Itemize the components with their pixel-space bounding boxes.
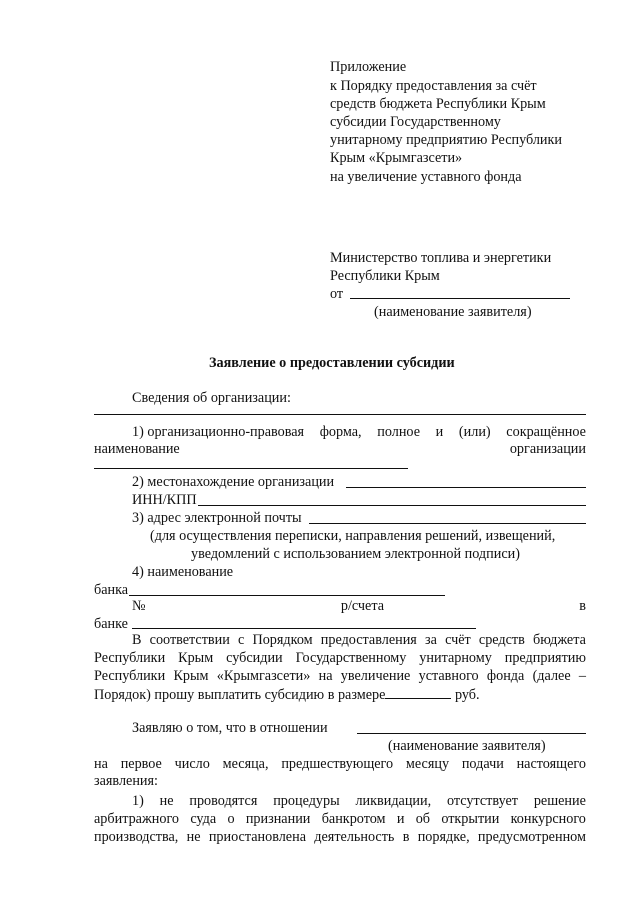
org-info-label: Сведения об организации: (132, 390, 291, 406)
bank2-field[interactable] (132, 628, 476, 629)
subsidy-amount-field[interactable] (385, 686, 451, 699)
bank2-label: банке (94, 616, 128, 632)
addressee-line: Министерство топлива и энергетики (330, 250, 552, 266)
location-field[interactable] (346, 487, 586, 488)
email-field[interactable] (309, 523, 586, 524)
appendix-line: на увеличение уставного фонда (330, 169, 522, 185)
addressee-line: Республики Крым (330, 268, 440, 284)
declaration-item: 1) не проводятся процедуры ликвидации, отсутствует решение (132, 793, 586, 809)
appendix-line: субсидии Государственному (330, 114, 501, 130)
declaration-line: на первое число месяца, предшествующего месяцу подачи настоящего (94, 756, 586, 772)
request-line: Республики Крым субсидии Государственному унитарному предприятию (94, 650, 586, 666)
appendix-line: Крым «Крымгазсети» (330, 150, 463, 166)
request-line: Республики Крым «Крымгазсети» на увеличение уставного фонда (далее – (94, 668, 586, 684)
from-label: от (330, 286, 344, 302)
org-info-field[interactable] (94, 414, 586, 415)
appendix-line: унитарному предприятию Республики (330, 132, 563, 148)
declaration-line: заявления: (94, 773, 158, 789)
declaration-item: производства, не приостановлена деятельность в порядке, предусмотренном (94, 829, 586, 845)
email-hint: (для осуществления переписки, направления решений, извещений, (150, 528, 556, 544)
account-row: № р/счета в (132, 598, 586, 614)
declaration-hint: (наименование заявителя) (388, 738, 546, 754)
declaration-intro: Заявляю о том, что в отношении (132, 720, 328, 736)
request-line: В соответствии с Порядком предоставления за счёт средств бюджета (132, 632, 586, 648)
declaration-applicant-field[interactable] (357, 733, 586, 734)
document-title: Заявление о предоставлении субсидии (209, 355, 455, 371)
email-hint: уведомлений с использованием электронной подписи) (191, 546, 520, 562)
field-3-label: 3) адрес электронной почты (132, 510, 302, 526)
field-4-label: 4) наименование (132, 564, 234, 580)
org-name-field[interactable] (94, 468, 408, 469)
field-1-line2: наименование организации (94, 441, 586, 457)
bank-label: банка (94, 582, 129, 598)
inn-field[interactable] (198, 505, 586, 506)
from-hint: (наименование заявителя) (374, 304, 532, 320)
applicant-name-field[interactable] (350, 298, 570, 299)
bank-name-field[interactable] (129, 595, 445, 596)
field-2-label: 2) местонахождение организации (132, 474, 335, 490)
appendix-line: Приложение (330, 59, 407, 75)
field-1-line1: 1) организационно-правовая форма, полное и (или) сокращённое (132, 424, 586, 440)
appendix-line: средств бюджета Республики Крым (330, 96, 546, 112)
appendix-line: к Порядку предоставления за счёт (330, 78, 537, 94)
request-last-line: Порядок) прошу выплатить субсидию в размере руб. (94, 687, 480, 703)
declaration-item: арбитражного суда о признании банкротом и об открытии конкурсного (94, 811, 586, 827)
inn-label: ИНН/КПП (132, 492, 197, 508)
